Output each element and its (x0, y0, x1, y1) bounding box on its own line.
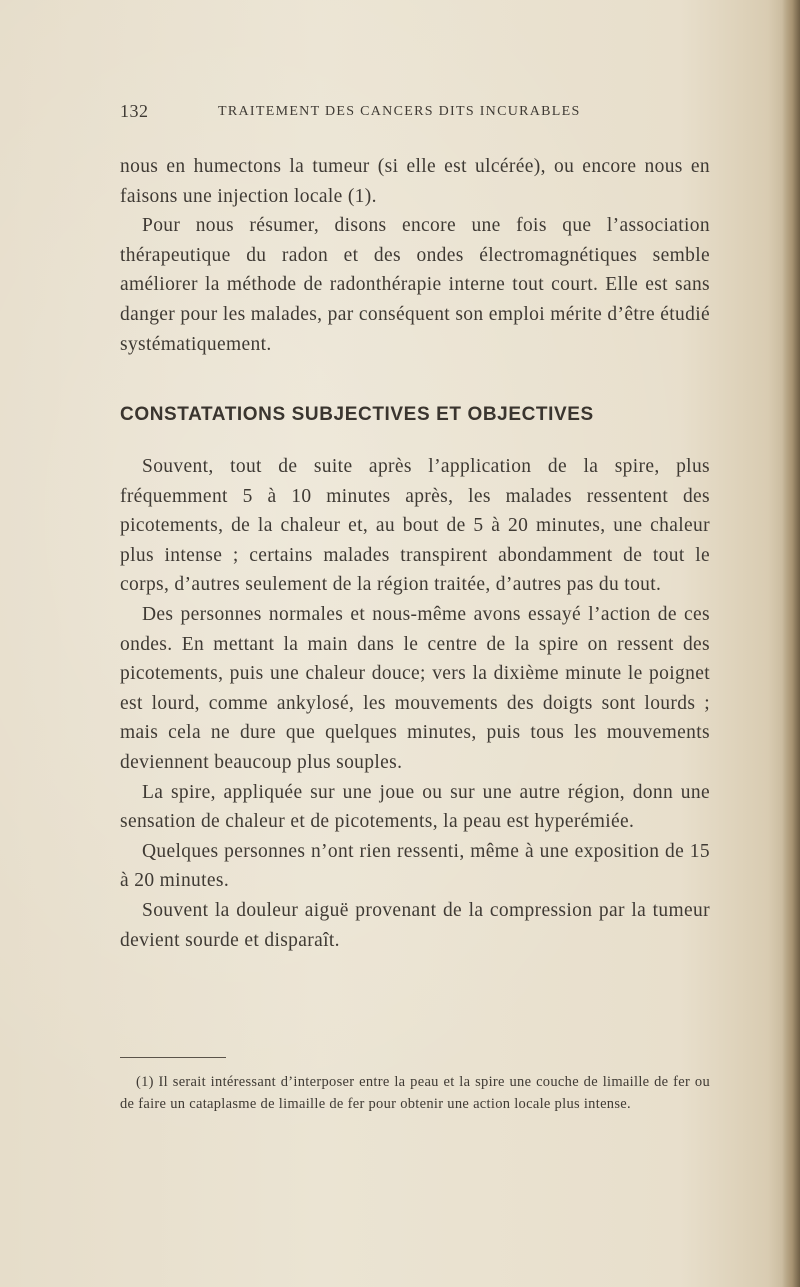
footnote-text: (1) Il serait intéressant d’interposer entre la peau et la spire une couche de limaille de fer ou de faire un cataplasme de limaille de fer pour obtenir une action locale plus intense. (120, 1074, 710, 1112)
page-number: 132 (120, 101, 149, 121)
paragraph: Des personnes normales et nous-même avons essayé l’action de ces ondes. En mettant la main dans le centre de la spire on ressent des picotements, puis une chaleur douce; vers la dixième minute le poignet est lourd, comme ankylosé, les mouvements des doigts sont lourds ; mais cela ne dure que quelques minutes, puis tous les mouvements deviennent beaucoup plus souples. (120, 603, 710, 773)
running-header (120, 101, 710, 127)
text-block-constatations (120, 452, 710, 955)
paragraph: Souvent la douleur aiguë provenant de la compression par la tumeur devient sourde et disparaît. (120, 899, 710, 951)
paragraph: La spire, appliquée sur une joue ou sur une autre région, donn une sensation de chaleur et de picotements, la peau est hyperémiée. (120, 781, 710, 833)
footnote-divider (120, 1057, 226, 1058)
text-block-intro (120, 152, 710, 359)
paragraph: Quelques personnes n’ont rien ressenti, même à une exposition de 15 à 20 minutes. (120, 840, 710, 892)
section-heading: CONSTATATIONS SUBJECTIVES ET OBJECTIVES (120, 404, 594, 425)
page-gutter-shadow (782, 0, 800, 1287)
paragraph: Souvent, tout de suite après l’application de la spire, plus fréquemment 5 à 10 minutes après, les malades ressentent des picotements, de la chaleur et, au bout de 5 à 20 minutes, une chaleur plus intense ; certains malades transpirent abondamment de tout le corps, d’autres seulement de la région traitée, d’autres pas du tout. (120, 456, 710, 596)
footnote (120, 1071, 710, 1115)
paragraph: Pour nous résumer, disons encore une fois que l’association thérapeutique du radon et des ondes électromagnétiques semble améliorer la méthode de radonthérapie interne tout court. Elle est sans danger pour les malades, par conséquent son emploi mérite d’être étudié systématiquement. (120, 215, 710, 355)
running-title: TRAITEMENT DES CANCERS DITS INCURABLES (218, 104, 581, 119)
paragraph: nous en humectons la tumeur (si elle est ulcérée), ou encore nous en faisons une injection locale (1). (120, 156, 710, 207)
